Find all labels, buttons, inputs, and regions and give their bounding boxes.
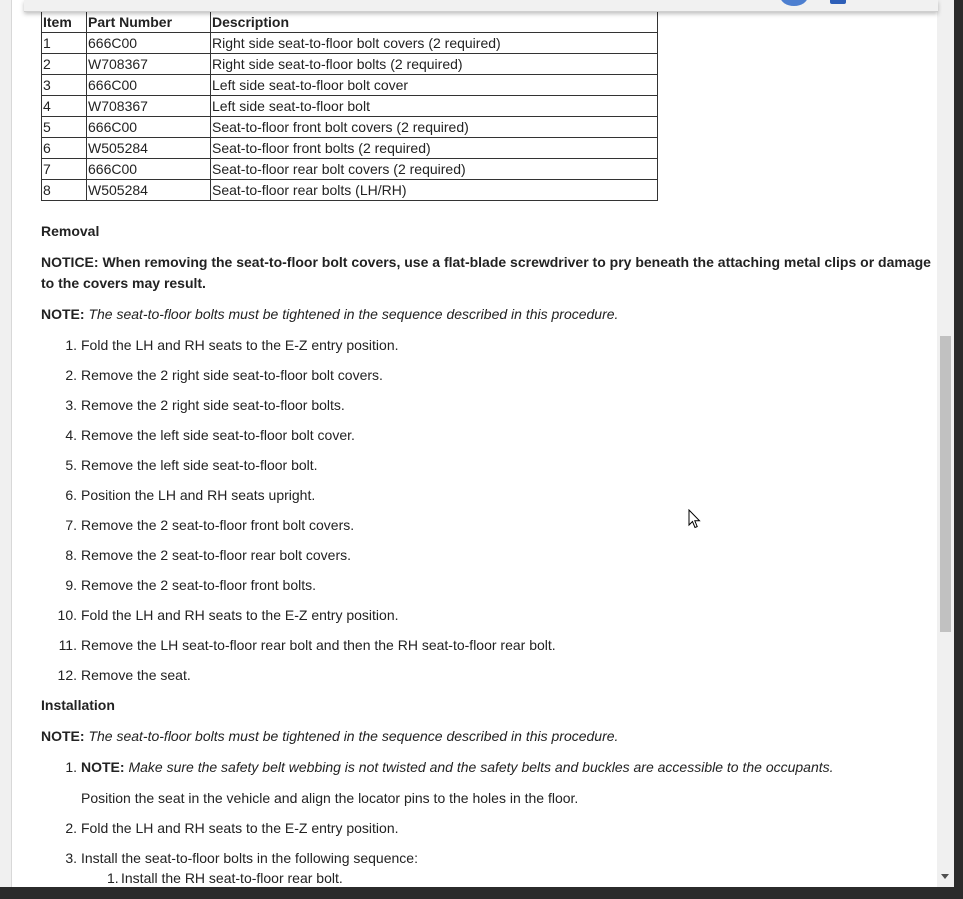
cell-part-number: 666C00 — [87, 159, 211, 180]
step-number: 4. — [65, 427, 77, 443]
step-text: Fold the LH and RH seats to the E-Z entry position. — [81, 820, 399, 836]
removal-note — [41, 305, 931, 323]
parts-table-header-row — [42, 12, 658, 33]
table-row — [42, 96, 658, 117]
substep-text: Install the RH seat-to-floor rear bolt. — [121, 870, 343, 886]
table-row — [42, 159, 658, 180]
cell-part-number: W708367 — [87, 96, 211, 117]
step-text: Fold the LH and RH seats to the E-Z entry position. — [81, 337, 399, 353]
installation-note-label: NOTE: — [41, 728, 85, 744]
step-text: Remove the 2 seat-to-floor front bolts. — [81, 577, 316, 593]
step-number: 2. — [65, 367, 77, 383]
cell-description: Seat-to-floor front bolts (2 required) — [211, 138, 658, 159]
cell-part-number: W505284 — [87, 138, 211, 159]
installation-heading: Installation — [41, 697, 115, 713]
step-number: 9. — [65, 577, 77, 593]
cell-description: Seat-to-floor rear bolt covers (2 required) — [211, 159, 658, 180]
removal-note-text: The seat-to-floor bolts must be tightened in the sequence described in this procedure. — [88, 306, 619, 322]
step-text: Remove the seat. — [81, 667, 191, 683]
table-row — [42, 180, 658, 201]
step-number: 3. — [65, 397, 77, 413]
scrollbar-thumb[interactable] — [940, 336, 951, 632]
cell-item: 2 — [42, 54, 87, 75]
cell-description: Seat-to-floor front bolt covers (2 required) — [211, 117, 658, 138]
cell-item: 1 — [42, 33, 87, 54]
table-row — [42, 138, 658, 159]
step-text: Position the LH and RH seats upright. — [81, 487, 316, 503]
step-number: 12. — [57, 667, 77, 683]
step-1-note-label: NOTE: — [81, 759, 125, 775]
step-text: Remove the left side seat-to-floor bolt. — [81, 457, 318, 473]
overlay-toolbar-edge — [24, 0, 938, 12]
step-number: 1. — [65, 759, 77, 775]
step-text: Install the seat-to-floor bolts in the following sequence: — [81, 850, 418, 866]
step-text: Remove the left side seat-to-floor bolt cover. — [81, 427, 355, 443]
parts-table — [41, 11, 658, 201]
cell-description: Right side seat-to-floor bolts (2 required) — [211, 54, 658, 75]
cell-description: Left side seat-to-floor bolt cover — [211, 75, 658, 96]
cell-item: 4 — [42, 96, 87, 117]
removal-heading: Removal — [41, 223, 100, 239]
cell-part-number: 666C00 — [87, 75, 211, 96]
cell-item: 6 — [42, 138, 87, 159]
step-number: 10. — [57, 607, 77, 623]
vertical-scrollbar[interactable] — [937, 0, 954, 887]
cell-part-number: W505284 — [87, 180, 211, 201]
installation-note — [41, 727, 931, 745]
cell-part-number: W708367 — [87, 54, 211, 75]
removal-notice: NOTICE: When removing the seat-to-floor bolt covers, use a flat-blade screwdriver to pry beneath the attaching metal clips or damage to the covers may result. — [41, 254, 931, 291]
header-part-number: Part Number — [87, 12, 211, 33]
table-row — [42, 75, 658, 96]
step-number: 3. — [65, 850, 77, 866]
installation-note-text: The seat-to-floor bolts must be tightened in the sequence described in this procedure. — [88, 728, 619, 744]
removal-note-label: NOTE: — [41, 306, 85, 322]
cell-description: Right side seat-to-floor bolt covers (2 required) — [211, 33, 658, 54]
mouse-pointer-icon — [688, 509, 702, 529]
step-number: 7. — [65, 517, 77, 533]
cell-item: 8 — [42, 180, 87, 201]
profile-icon[interactable] — [780, 0, 808, 6]
step-text: Remove the 2 seat-to-floor rear bolt covers. — [81, 547, 352, 563]
cell-part-number: 666C00 — [87, 117, 211, 138]
step-1-note-text: Make sure the safety belt webbing is not twisted and the safety belts and buckles are accessible to the occupants. — [128, 759, 834, 775]
step-text: Position the seat in the vehicle and align the locator pins to the holes in the floor. — [81, 790, 579, 806]
window-right-frame — [954, 0, 963, 899]
cell-item: 7 — [42, 159, 87, 180]
step-note — [81, 758, 834, 776]
window-bottom-frame — [0, 887, 963, 899]
step-number: 8. — [65, 547, 77, 563]
header-description: Description — [211, 12, 658, 33]
step-number: 2. — [65, 820, 77, 836]
step-text: Remove the 2 right side seat-to-floor bolt covers. — [81, 367, 383, 383]
step-number: 5. — [65, 457, 77, 473]
document-icon[interactable] — [830, 0, 846, 4]
cell-description: Left side seat-to-floor bolt — [211, 96, 658, 117]
cell-description: Seat-to-floor rear bolts (LH/RH) — [211, 180, 658, 201]
substep-number: 1. — [107, 870, 119, 886]
step-text: Remove the 2 right side seat-to-floor bolts. — [81, 397, 345, 413]
cell-part-number: 666C00 — [87, 33, 211, 54]
cell-item: 3 — [42, 75, 87, 96]
step-text: Fold the LH and RH seats to the E-Z entry position. — [81, 607, 399, 623]
table-row — [42, 33, 658, 54]
scroll-down-arrow-icon[interactable] — [941, 874, 949, 879]
window-left-frame — [0, 0, 12, 887]
step-number: 11. — [58, 637, 77, 653]
step-text: Remove the 2 seat-to-floor front bolt covers. — [81, 517, 355, 533]
header-item: Item — [42, 12, 87, 33]
table-row — [42, 54, 658, 75]
table-row — [42, 117, 658, 138]
cell-item: 5 — [42, 117, 87, 138]
step-number: 6. — [65, 487, 77, 503]
step-text: Remove the LH seat-to-floor rear bolt and then the RH seat-to-floor rear bolt. — [81, 637, 556, 653]
document-viewport[interactable] — [12, 0, 937, 887]
step-number: 1. — [65, 337, 77, 353]
